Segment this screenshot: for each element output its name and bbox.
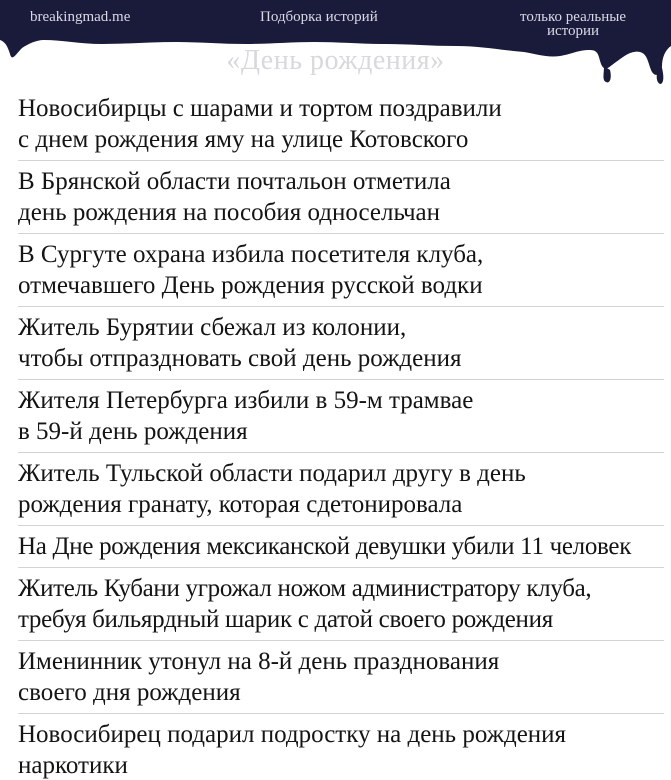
story-line-1: Новосибирцы с шарами и тортом поздравили [18,95,502,122]
story-line-1: Житель Бурятии сбежал из колонии, [18,314,407,341]
story-line-2: рождения гранату, которая сдетонировала [18,491,463,518]
story-line-1: Новосибирец подарил подростку на день рождения [18,721,567,748]
story-line-1: Именинник утонул на 8-й день празднования [18,648,500,675]
story-line-1: Жителя Петербурга избили в 59-м трамвае [18,387,474,414]
story-line-2: день рождения на пособия односельчан [18,199,441,226]
story-item[interactable] [18,525,664,567]
story-line-1: В Сургуте охрана избила посетителя клуба, [18,241,484,268]
site-link[interactable]: breakingmad.me [30,9,131,25]
story-line-2: наркотики [18,752,128,779]
story-item[interactable] [18,233,664,306]
page-title: «День рождения» [226,45,445,76]
story-item[interactable] [18,379,664,452]
story-line-2: в 59-й день рождения [18,418,248,445]
story-line-1: На Дне рождения мексиканской девушки убили 11 человек [18,533,632,560]
story-item[interactable] [18,88,664,160]
collection-link[interactable]: Подборка историй [260,9,378,25]
story-item[interactable] [18,567,664,640]
story-item[interactable] [18,713,664,780]
stories-list [18,88,664,780]
story-line-2: чтобы отпраздновать свой день рождения [18,345,462,372]
story-item[interactable] [18,160,664,233]
tagline-text: только реальные истории [520,9,626,39]
story-item[interactable] [18,306,664,379]
story-item[interactable] [18,640,664,713]
story-line-1: Житель Кубани угрожал ножом администратору клуба, [18,575,592,602]
story-line-2: требуя бильярдный шарик с датой своего рождения [18,606,553,633]
story-item[interactable] [18,452,664,525]
story-line-1: Житель Тульской области подарил другу в день [18,460,526,487]
story-line-2: своего дня рождения [18,679,241,706]
story-line-1: В Брянской области почтальон отметила [18,168,451,195]
story-line-2: с днем рождения яму на улице Котовского [18,126,469,153]
story-line-2: отмечавшего День рождения русской водки [18,272,483,299]
